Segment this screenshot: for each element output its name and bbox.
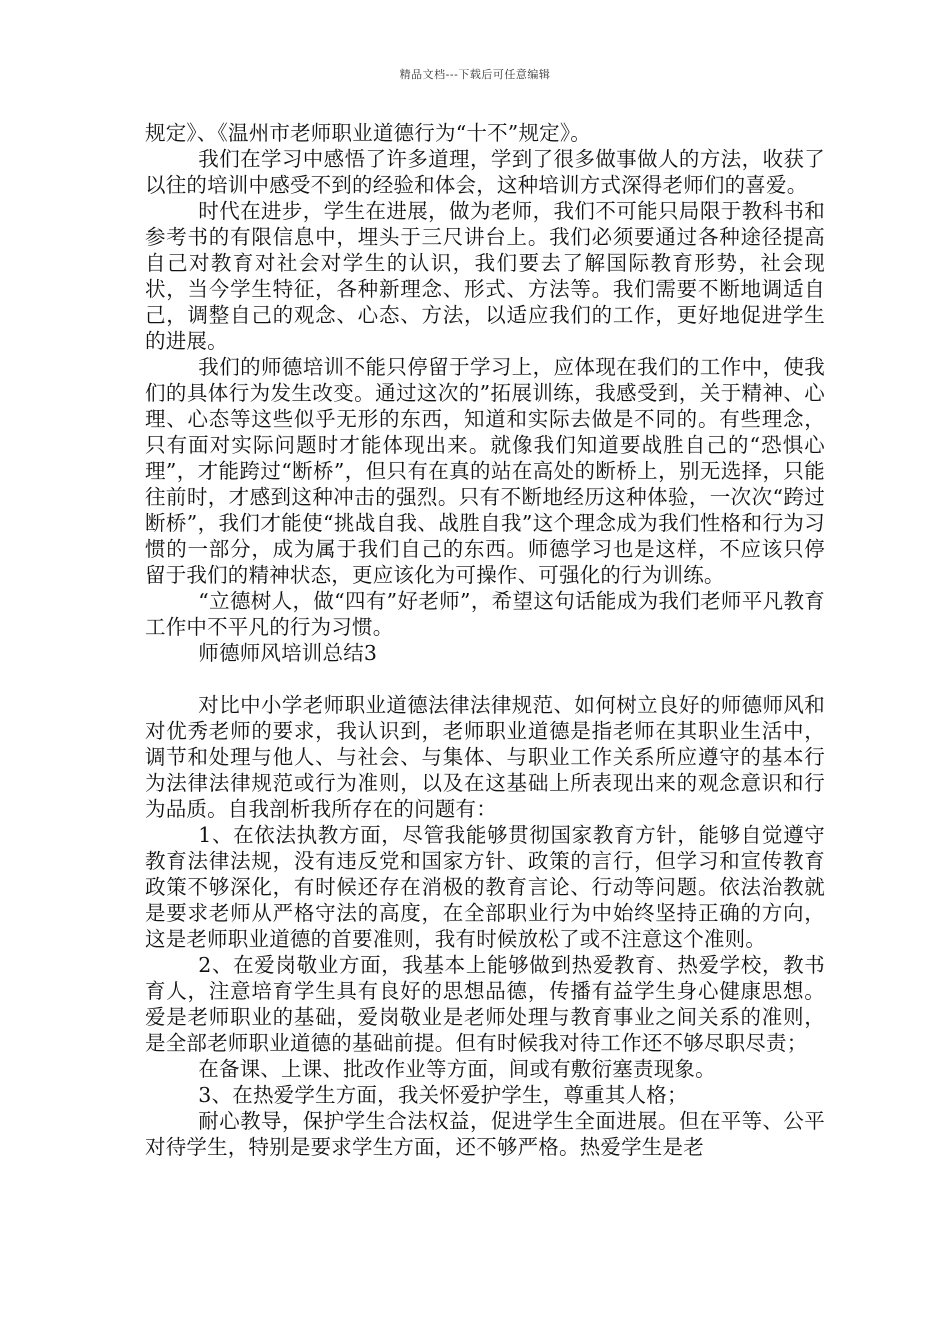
paragraph: 对比中小学老师职业道德法律法律规范、如何树立良好的师德师风和对优秀老师的要求，我认识到，老师职业道德是指老师在其职业生活中，调节和处理与他人、与社会、与集体、与职业工作关系所应遵守的基本行为法律法律规范或行为准则，以及在这基础上所表现出来的观念意识和行为品质。自我剖析我所存在的问题有：	[145, 693, 825, 821]
page-header: 精品文档---下载后可任意编辑	[399, 68, 551, 81]
paragraph: 3、在热爱学生方面，我关怀爱护学生，尊重其人格；	[198, 1083, 688, 1107]
spacer	[145, 666, 825, 692]
paragraph: 耐心教导，保护学生合法权益，促进学生全面进展。但在平等、公平对待学生，特别是要求学生方面，还不够严格。热爱学生是老	[145, 1109, 825, 1159]
paragraph: 我们的师德培训不能只停留于学习上，应体现在我们的工作中，使我们的具体行为发生改变。通过这次的”拓展训练，我感受到，关于精神、心理、心态等这些似乎无形的东西，知道和实际去做是不同的。有些理念，只有面对实际问题时才能体现出来。就像我们知道要战胜自己的“恐惧心理”，才能跨过“断桥”，但只有在真的站在高处的断桥上，别无选择，只能往前时，才感到这种冲击的强烈。只有不断地经历这种体验，一次次“跨过断桥”，我们才能使“挑战自我、战胜自我”这个理念成为我们性格和行为习惯的一部分，成为属于我们自己的东西。师德学习也是这样，不应该只停留于我们的精神状态，更应该化为可操作、可强化的行为训练。	[145, 355, 825, 587]
section-heading: 师德师风培训总结3	[198, 641, 378, 665]
paragraph: 时代在进步，学生在进展，做为老师，我们不可能只局限于教科书和参考书的有限信息中，埋头于三尺讲台上。我们必须要通过各种途径提高自己对教育对社会对学生的认识，我们要去了解国际教育形势，社会现状，当今学生特征，各种新理念、形式、方法等。我们需要不断地调适自己，调整自己的观念、心态、方法，以适应我们的工作，更好地促进学生的进展。	[145, 199, 825, 353]
paragraph: 规定》、《温州市老师职业道德行为“十不”规定》。	[145, 121, 592, 145]
paragraph: 在备课、上课、批改作业等方面，间或有敷衍塞责现象。	[198, 1057, 716, 1081]
paragraph: 我们在学习中感悟了许多道理，学到了很多做事做人的方法，收获了以往的培训中感受不到的经验和体会，这种培训方式深得老师们的喜爱。	[145, 147, 825, 197]
paragraph: 2、在爱岗敬业方面，我基本上能够做到热爱教育、热爱学校，教书育人，注意培育学生具有良好的思想品德，传播有益学生身心健康思想。爱是老师职业的基础，爱岗敬业是老师处理与教育事业之间关系的准则，是全部老师职业道德的基础前提。但有时候我对待工作还不够尽职尽责；	[145, 953, 825, 1055]
paragraph: 1、在依法执教方面，尽管我能够贯彻国家教育方针，能够自觉遵守教育法律法规，没有违反党和国家方针、政策的言行，但学习和宣传教育政策不够深化，有时候还存在消极的教育言论、行动等问题。依法治教就是要求老师从严格守法的高度，在全部职业行为中始终坚持正确的方向，这是老师职业道德的首要准则，我有时候放松了或不注意这个准则。	[145, 823, 825, 951]
paragraph: “立德树人，做“四有”好老师”，希望这句话能成为我们老师平凡教育工作中不平凡的行为习惯。	[145, 589, 825, 639]
document-body	[145, 120, 825, 1160]
